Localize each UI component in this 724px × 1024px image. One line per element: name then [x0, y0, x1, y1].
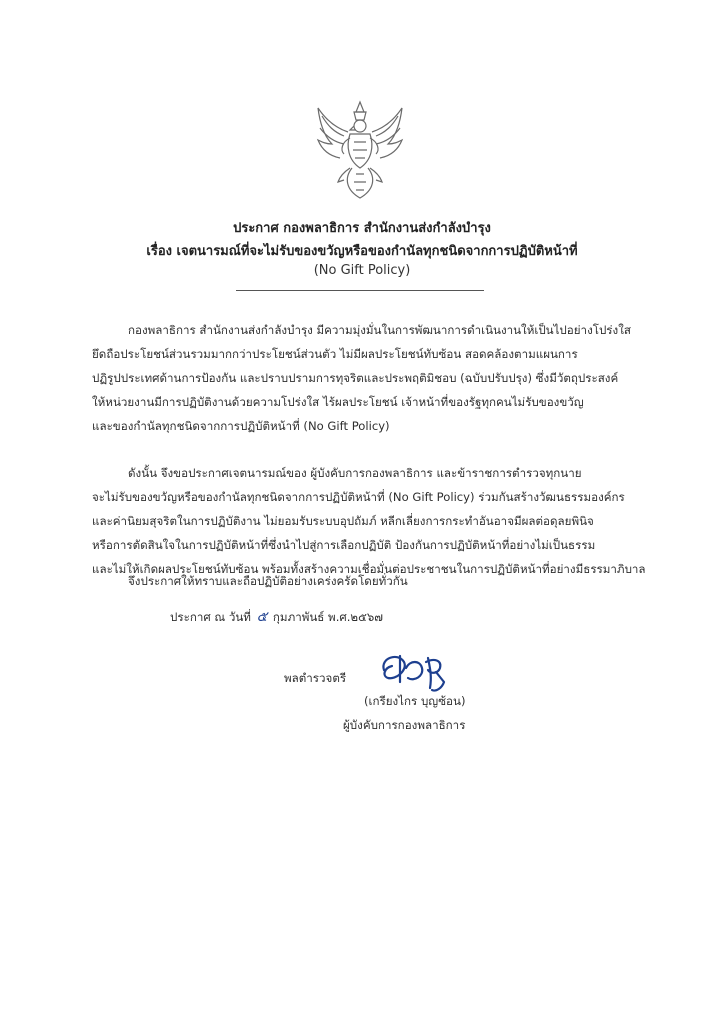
paragraph-line: ให้หน่วยงานมีการปฏิบัติงานด้วยความโปร่งใส ไร้ผลประโยชน์ เจ้าหน้าที่ของรัฐทุกคนไม่รับของขวัญ [92, 395, 584, 409]
paragraph-1 [92, 318, 652, 438]
heading-divider [236, 290, 484, 291]
date-prefix: ประกาศ ณ วันที่ [170, 610, 251, 624]
garuda-emblem-icon [310, 98, 410, 204]
paragraph-line: จึงประกาศให้ทราบและถือปฏิบัติอย่างเคร่งครัดโดยทั่วกัน [128, 574, 408, 588]
signatory-rank: พลตำรวจตรี [284, 671, 347, 685]
paragraph-line: และของกำนัลทุกชนิดจากการปฏิบัติหน้าที่ (No Gift Policy) [92, 419, 390, 433]
paragraph-2 [92, 461, 652, 581]
signatory-name: (เกรียงไกร บุญซ้อน) [364, 694, 466, 708]
date-day-handwritten: ๕ [256, 609, 268, 625]
paragraph-line: จะไม่รับของขวัญหรือของกำนัลทุกชนิดจากการปฏิบัติหน้าที่ (No Gift Policy) ร่วมกันสร้างวัฒนธรรมองค์กร [92, 490, 625, 504]
announcement-date [170, 606, 383, 628]
paragraph-line: ปฏิรูปประเทศด้านการป้องกัน และปราบปรามการทุจริตและประพฤติมิชอบ (ฉบับปรับปรุง) ซึ่งมีวัตถุประสงค์ [92, 371, 619, 385]
paragraph-line: กองพลาธิการ สำนักงานส่งกำลังบำรุง มีความมุ่งมั่นในการพัฒนาการดำเนินงานให้เป็นไปอย่างโปร่งใส [128, 323, 631, 337]
paragraph-3 [92, 569, 652, 593]
handwritten-signature [370, 648, 460, 696]
paragraph-line: และค่านิยมสุจริตในการปฏิบัติงาน ไม่ยอมรับระบบอุปถัมภ์ หลีกเลี่ยงการกระทำอันอาจมีผลต่อดุลยพินิจ [92, 514, 594, 528]
paragraph-line: ดังนั้น จึงขอประกาศเจตนารมณ์ของ ผู้บังคับการกองพลาธิการ และข้าราชการตำรวจทุกนาย [128, 466, 582, 480]
date-month-year: กุมภาพันธ์ พ.ศ.๒๕๖๗ [272, 610, 383, 624]
paragraph-line: และไม่ให้เกิดผลประโยชน์ทับซ้อน พร้อมทั้งสร้างความเชื่อมั่นต่อประชาชนในการปฏิบัติหน้าที่อย่างมีธรรมาภิบาล [92, 562, 646, 576]
paragraph-line: ยึดถือประโยชน์ส่วนรวมมากกว่าประโยชน์ส่วนตัว ไม่มีผลประโยชน์ทับซ้อน สอดคล้องตามแผนการ [92, 347, 578, 361]
paragraph-line: หรือการตัดสินใจในการปฏิบัติหน้าที่ซึ่งนำไปสู่การเลือกปฏิบัติ ป้องกันการปฏิบัติหน้าที่อย่างไม่เป็นธรรม [92, 538, 596, 552]
announcement-subject: เรื่อง เจตนารมณ์ที่จะไม่รับของขวัญหรือของกำนัลทุกชนิดจากการปฏิบัติหน้าที่ [146, 244, 578, 259]
announcement-heading: ประกาศ กองพลาธิการ สำนักงานส่งกำลังบำรุง [233, 221, 491, 236]
announcement-subtitle: (No Gift Policy) [313, 263, 411, 278]
signatory-title: ผู้บังคับการกองพลาธิการ [343, 718, 466, 732]
